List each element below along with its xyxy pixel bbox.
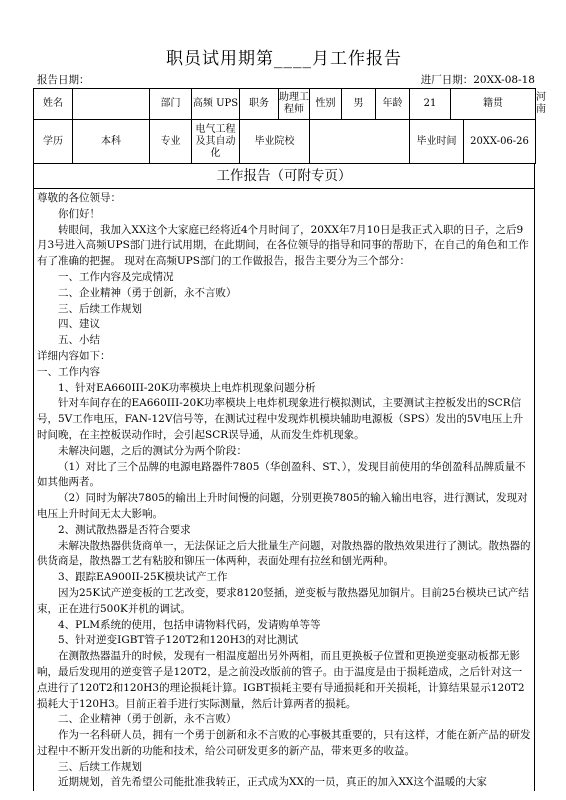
grad-value: 20XX-06-26 bbox=[464, 120, 536, 164]
section-heading: 二、企业精神（勇于创新，永不言败） bbox=[58, 713, 237, 726]
outline-item: 五、小结 bbox=[58, 334, 100, 347]
paragraph: 近期规划，首先希望公司能批准我转正，正式成为XX的一员，真正的加入XX这个温暖的大家 bbox=[58, 776, 487, 789]
paragraph: （1）对比了三个品牌的电源电路器件7805（华创盈科、ST、），发现目前使用的华创盈科品牌质量不如其他两者。 bbox=[37, 460, 526, 489]
grad-label: 毕业时间 bbox=[410, 120, 464, 164]
school-label: 毕业院校 bbox=[240, 120, 310, 164]
dept-value: 高频 UPS bbox=[192, 89, 240, 120]
name-label: 姓名 bbox=[34, 89, 73, 120]
paragraph: 转眼间，我加入XX这个大家庭已经将近4个月时间了，20XX年7月10日是我正式入职的日子，之后9月3号进入高频UPS部门进行试用期，在此期间，在各位领导的指导和同事的帮助下，在自己的角色和工作有了准确的把握。 现对在高频UPS部门的工作做报告，报告主要分为三个部分： bbox=[37, 223, 529, 268]
major-value: 电气工程及其自动化 bbox=[192, 120, 240, 164]
dept-label: 部门 bbox=[150, 89, 192, 120]
native-label: 籍贯 bbox=[483, 98, 503, 109]
report-body bbox=[33, 189, 535, 791]
position-label: 职务 bbox=[240, 89, 279, 120]
age-native-cell bbox=[410, 89, 536, 120]
edu-label: 学历 bbox=[34, 120, 73, 164]
report-date-label: 报告日期： bbox=[37, 74, 90, 86]
details-intro: 详细内容如下： bbox=[37, 349, 111, 362]
school-value bbox=[310, 120, 410, 164]
greeting: 你们好！ bbox=[58, 207, 100, 220]
document bbox=[33, 0, 546, 800]
outline-item: 四、建议 bbox=[58, 318, 100, 331]
paragraph: （2）同时为解决7805的输出上升时间慢的问题，分别更换7805的输入输出电容，进行测试，发现对电压上升时间无太大影响。 bbox=[37, 492, 528, 520]
outline-item: 一、工作内容及完成情况 bbox=[58, 270, 174, 283]
gender-value: 男 bbox=[342, 89, 376, 120]
age-value: 21 bbox=[410, 89, 451, 119]
report-meta bbox=[33, 72, 535, 88]
edu-value: 本科 bbox=[73, 120, 150, 164]
entry-date: 进厂日期：20XX-08-18 bbox=[420, 74, 535, 86]
section-title: 工作报告（可附专页） bbox=[33, 164, 535, 189]
name-value bbox=[73, 89, 150, 120]
age-label: 年龄 bbox=[376, 89, 410, 120]
employee-info-table: 姓名 部门 高频 UPS 职务 助理工程师 性别 男 年龄 21 籍贯 河南 学历 本科 专业 电气工程及其自动化 毕业院校 毕业时间 20XX-06-26 bbox=[33, 88, 536, 164]
paragraph: 未解决散热器供货商单一，无法保证之后大批量生产问题，对散热器的散热效果进行了测试。散热器的供货商是，散热器工艺有粘胶和铆压一体两种，表面处理有拉丝和刨光两种。 bbox=[37, 539, 531, 568]
paragraph: 针对车间存在的EA660III-20K功率模块上电炸机现象进行模拟测试，主要测试主控板发出的SCR信号，5V工作电压，FAN-12V信号等，在测试过程中发现炸机模块辅助电源板（SPS）发出的5V电压上升时间晚，在主控板误动作时，会引起SCR误导通，从而发生炸机现象。 bbox=[37, 397, 524, 441]
sub-heading: 1、针对EA660III-20K功率模块上电炸机现象问题分析 bbox=[58, 381, 316, 394]
position-value: 助理工程师 bbox=[279, 89, 310, 120]
major-label: 专业 bbox=[150, 120, 192, 164]
outline-item: 二、企业精神（勇于创新，永不言败） bbox=[58, 286, 237, 299]
section-heading: 三、后续工作规划 bbox=[58, 760, 142, 773]
sub-heading: 3、跟踪EA900II-25K模块试产工作 bbox=[58, 571, 228, 584]
paragraph: 作为一名科研人员，拥有一个勇于创新和永不言败的心事极其重要的，只有这样，才能在新产品的研发过程中不断开发出新的功能和技术，给公司研发更多的新产品，带来更多的收益。 bbox=[37, 729, 531, 757]
sub-heading: 2、测试散热器是否符合要求 bbox=[58, 523, 191, 536]
section-heading: 一、工作内容 bbox=[37, 365, 100, 378]
gender-label: 性别 bbox=[310, 89, 342, 120]
paragraph: 未解决问题，之后的测试分为两个阶段： bbox=[58, 444, 247, 457]
paragraph: 在测散热器温升的时候，发现有一相温度超出另外两相，而且更换板子位置和更换逆变驱动板都无影响，最后发现用的逆变管子是120T2，是之前没改版前的管子。由于温度是由于损耗造成，之后针对这一点进行了120T2和120H3的理论损耗计算。IGBT损耗主要有导通损耗和开关损耗，计算结果显示120T2损耗大于120H3。目前正着手进行实际测量，然后计算两者的损耗。 bbox=[37, 650, 525, 710]
sub-heading: 5、针对逆变IGBT管子120T2和120H3的对比测试 bbox=[58, 634, 299, 647]
outline-item: 三、后续工作规划 bbox=[58, 302, 142, 315]
report-title: 职员试用期第____月工作报告 bbox=[166, 49, 402, 69]
salutation: 尊敬的各位领导： bbox=[37, 192, 121, 204]
paragraph: 因为25K试产逆变板的工艺改变，要求8120竖插，逆变板与散热器见加铜片。目前25台模块已试产结束，正在进行500K并机的调试。 bbox=[37, 586, 529, 615]
sub-heading: 4、PLM系统的使用，包括申请物料代码，发请购单等等 bbox=[58, 618, 321, 631]
